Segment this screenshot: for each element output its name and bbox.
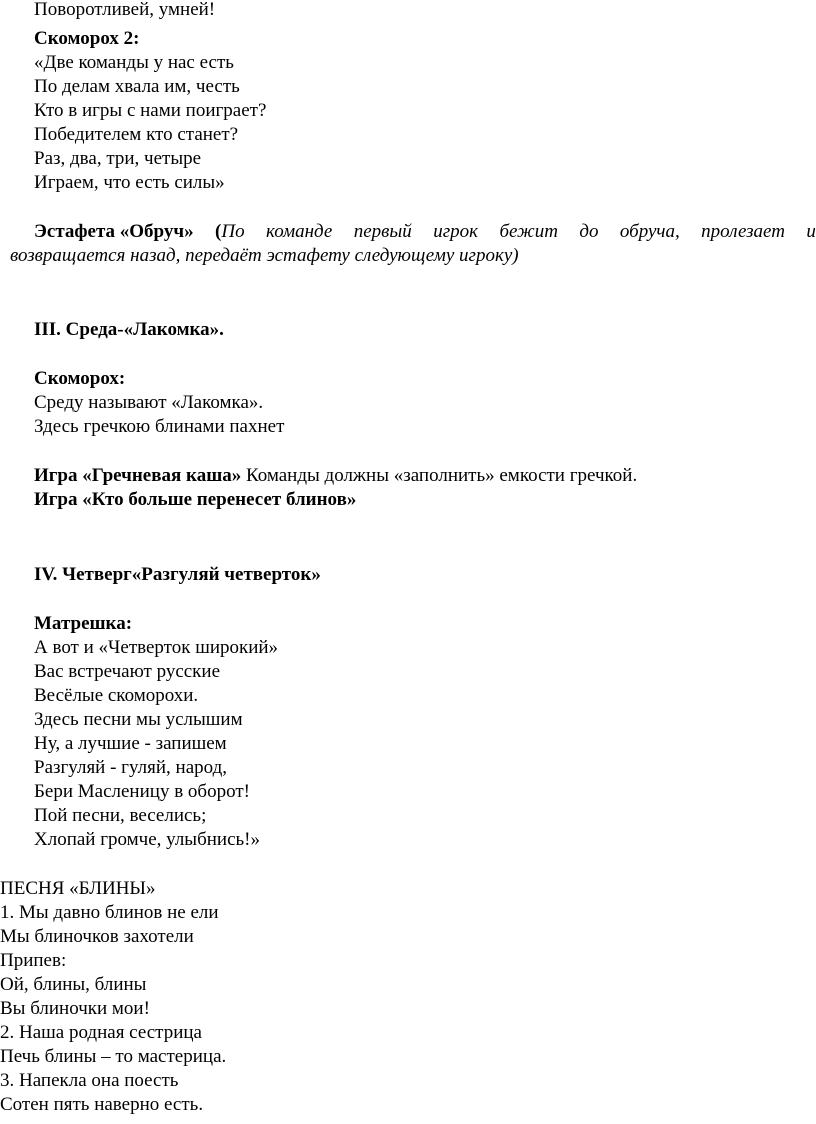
verse-line: Здесь песни мы услышим [34,709,243,730]
section-heading: III. Среда-«Лакомка». [34,319,224,340]
game-title: Игра «Кто больше перенесет блинов» [34,489,357,510]
relay-text-continuation: возвращается назад, передаёт эстафету следующему игроку) [10,245,519,266]
verse-line: Кто в игры с нами поиграет? [34,100,267,121]
verse-line: Вас встречают русские [34,661,221,682]
speaker-label: Скоморох: [34,368,126,389]
relay-word: до [579,221,599,242]
verse-line: Весёлые скоморохи. [34,685,199,706]
verse-line: Играем, что есть силы» [34,172,225,193]
verse-line: Разгуляй - гуляй, народ, [34,757,227,778]
relay-word: команде [266,221,333,242]
relay-word: и [806,221,816,242]
song-line: 2. Наша родная сестрица [0,1022,202,1043]
speaker-label: Матрешка: [34,613,133,634]
verse-line: Среду называют «Лакомка». [34,392,264,413]
verse-line: Победителем кто станет? [34,124,239,145]
song-line: Печь блины – то мастерица. [0,1046,227,1067]
song-line: 3. Напекла она поесть [0,1070,179,1091]
relay-paragraph-line [34,220,816,244]
relay-word: пролезает [701,221,785,242]
song-line: Сотен пять наверно есть. [0,1094,204,1115]
relay-word: первый [353,221,412,242]
verse-line: Пой песни, веселись; [34,805,207,826]
song-line: Мы блиночков захотели [0,926,194,947]
song-line: Припев: [0,950,67,971]
relay-title: Эстафета «Обруч» [34,221,194,242]
verse-line: Бери Масленицу в оборот! [34,781,250,802]
verse-line: «Две команды у нас есть [34,52,234,73]
game-title: Игра «Гречневая каша» [34,465,242,486]
verse-line: А вот и «Четверток широкий» [34,637,279,658]
verse-line: Здесь гречкою блинами пахнет [34,416,285,437]
game-description: Команды должны «заполнить» емкости гречкой. [241,465,638,486]
verse-line: Раз, два, три, четыре [34,148,202,169]
song-title: ПЕСНЯ «БЛИНЫ» [0,878,156,899]
text-line: Поворотливей, умней! [34,0,216,20]
relay-text-start: (По [215,221,245,242]
song-line: Ой, блины, блины [0,974,147,995]
section-heading: IV. Четверг«Разгуляй четверток» [34,564,321,585]
relay-word: бежит [499,221,558,242]
relay-word: обруча, [619,221,680,242]
verse-line: Хлопай громче, улыбнись!» [34,829,261,850]
verse-line: По делам хвала им, честь [34,76,240,97]
game-line [34,464,637,488]
song-line: 1. Мы давно блинов не ели [0,902,219,923]
relay-word: игрок [433,221,479,242]
verse-line: Ну, а лучшие - запишем [34,733,227,754]
song-line: Вы блиночки мои! [0,998,150,1019]
speaker-label: Скоморох 2: [34,28,140,49]
